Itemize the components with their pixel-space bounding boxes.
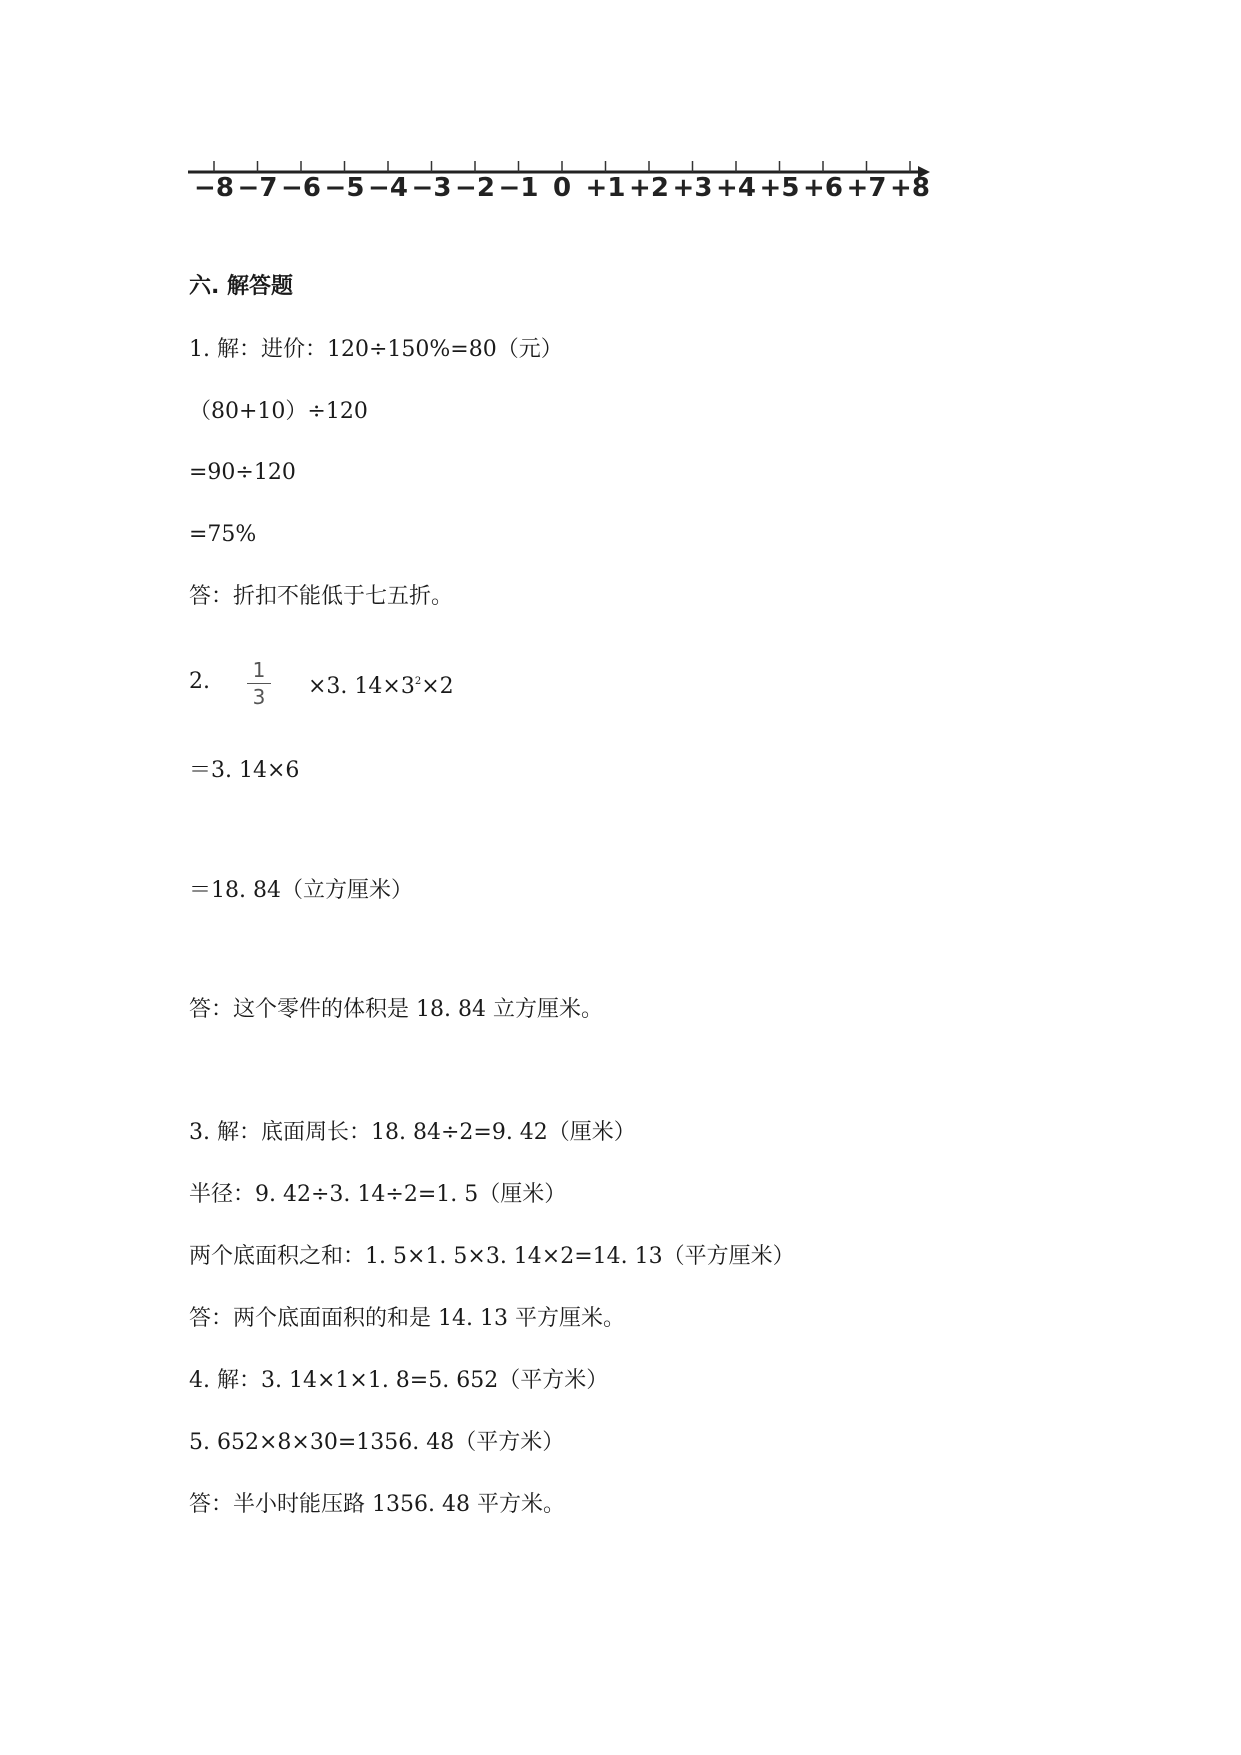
fraction-bar xyxy=(247,683,271,684)
answer-1-line-3: =90÷120 xyxy=(189,460,296,485)
number-line-label: +3 xyxy=(672,173,713,203)
number-line-label: −2 xyxy=(455,173,495,203)
answer-2-expression xyxy=(308,667,454,702)
number-line-label: −1 xyxy=(498,173,539,203)
expr-part-b: ×2 xyxy=(421,674,454,699)
answer-1-line-4: =75% xyxy=(189,522,257,547)
answer-2-number: 2. xyxy=(189,669,210,694)
expr-part-a: ×3. 14×3 xyxy=(308,674,415,699)
answer-1-conclusion: 答：折扣不能低于七五折。 xyxy=(189,584,454,609)
number-line-label: 0 xyxy=(552,173,572,203)
number-line-label: +7 xyxy=(846,173,887,203)
answer-1-line-1: 1. 解：进价：120÷150%=80（元） xyxy=(189,337,563,362)
number-line-label: −6 xyxy=(281,173,321,203)
answer-3-conclusion: 答：两个底面面积的和是 14. 13 平方厘米。 xyxy=(189,1306,625,1331)
answer-3-line-1: 3. 解：底面周长：18. 84÷2=9. 42（厘米） xyxy=(189,1120,636,1145)
answer-2-line-3: ＝18. 84（立方厘米） xyxy=(189,878,413,903)
answer-4-line-1: 4. 解：3. 14×1×1. 8=5. 652（平方米） xyxy=(189,1368,609,1393)
fraction-denominator: 3 xyxy=(252,685,266,709)
number-line-label: +2 xyxy=(629,173,669,203)
number-line-label: −8 xyxy=(194,173,234,203)
answer-1-line-2: （80+10）÷120 xyxy=(189,399,368,424)
number-line-label: +4 xyxy=(716,173,756,203)
answer-4-line-2: 5. 652×8×30=1356. 48（平方米） xyxy=(189,1430,565,1455)
number-line-label: −3 xyxy=(411,173,452,203)
fraction-numerator: 1 xyxy=(252,658,266,682)
number-line-label: +6 xyxy=(803,173,843,203)
number-line-label: +5 xyxy=(759,173,800,203)
section-title: 六. 解答题 xyxy=(189,274,294,299)
number-line-label: +1 xyxy=(585,173,626,203)
number-line-label: −7 xyxy=(237,173,278,203)
answer-4-conclusion: 答：半小时能压路 1356. 48 平方米。 xyxy=(189,1492,565,1517)
expr-superscript: 2 xyxy=(414,676,422,687)
number-line-label: −4 xyxy=(368,173,408,203)
answer-2-line-2: ＝3. 14×6 xyxy=(189,758,300,783)
number-line-label: −5 xyxy=(324,173,365,203)
fraction-one-third xyxy=(245,659,273,708)
number-line-label: +8 xyxy=(890,173,930,203)
answer-3-line-3: 两个底面积之和：1. 5×1. 5×3. 14×2=14. 13（平方厘米） xyxy=(189,1244,795,1269)
number-line xyxy=(190,150,930,210)
answer-3-line-2: 半径：9. 42÷3. 14÷2=1. 5（厘米） xyxy=(189,1182,567,1207)
answer-2-conclusion: 答：这个零件的体积是 18. 84 立方厘米。 xyxy=(189,997,603,1022)
